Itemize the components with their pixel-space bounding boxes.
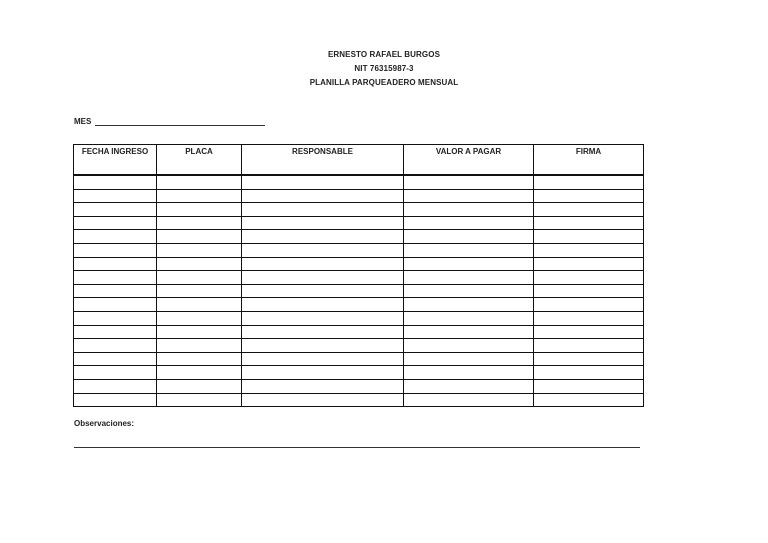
table-row xyxy=(74,298,644,312)
table-cell[interactable] xyxy=(157,311,242,325)
table-cell[interactable] xyxy=(74,230,157,244)
table-cell[interactable] xyxy=(74,393,157,407)
mes-label: MES xyxy=(74,117,92,126)
table-cell[interactable] xyxy=(74,339,157,353)
table-cell[interactable] xyxy=(534,175,644,189)
column-header: FIRMA xyxy=(534,145,644,176)
table-cell[interactable] xyxy=(157,366,242,380)
table-row xyxy=(74,257,644,271)
table-cell[interactable] xyxy=(157,257,242,271)
table-cell[interactable] xyxy=(242,311,404,325)
table-cell[interactable] xyxy=(534,284,644,298)
table-cell[interactable] xyxy=(157,284,242,298)
table-cell[interactable] xyxy=(242,284,404,298)
table-cell[interactable] xyxy=(534,298,644,312)
table-cell[interactable] xyxy=(74,203,157,217)
table-cell[interactable] xyxy=(534,203,644,217)
table-cell[interactable] xyxy=(157,189,242,203)
table-header-row xyxy=(74,145,644,176)
table-cell[interactable] xyxy=(534,230,644,244)
observaciones-blank-line xyxy=(74,447,640,448)
table-cell[interactable] xyxy=(74,243,157,257)
table-cell[interactable] xyxy=(157,325,242,339)
table-cell[interactable] xyxy=(74,284,157,298)
table-cell[interactable] xyxy=(404,352,534,366)
table-row xyxy=(74,271,644,285)
table-row xyxy=(74,189,644,203)
table-cell[interactable] xyxy=(74,175,157,189)
table-cell[interactable] xyxy=(534,311,644,325)
table-cell[interactable] xyxy=(534,271,644,285)
table-cell[interactable] xyxy=(404,216,534,230)
table-row xyxy=(74,175,644,189)
mes-field xyxy=(74,117,265,126)
form-title: PLANILLA PARQUEADERO MENSUAL xyxy=(309,78,459,87)
table-cell[interactable] xyxy=(404,175,534,189)
table-cell[interactable] xyxy=(404,325,534,339)
table-cell[interactable] xyxy=(404,379,534,393)
table-cell[interactable] xyxy=(242,325,404,339)
table-row xyxy=(74,216,644,230)
table-row xyxy=(74,393,644,407)
table-cell[interactable] xyxy=(534,325,644,339)
table-cell[interactable] xyxy=(157,393,242,407)
table-cell[interactable] xyxy=(242,230,404,244)
table-row xyxy=(74,379,644,393)
table-row xyxy=(74,325,644,339)
table-cell[interactable] xyxy=(157,203,242,217)
table-cell[interactable] xyxy=(157,175,242,189)
table-cell[interactable] xyxy=(157,216,242,230)
table-cell[interactable] xyxy=(242,271,404,285)
table-cell[interactable] xyxy=(242,339,404,353)
table-cell[interactable] xyxy=(534,216,644,230)
column-header: PLACA xyxy=(157,145,242,176)
table-cell[interactable] xyxy=(242,352,404,366)
table-cell[interactable] xyxy=(404,230,534,244)
table-body xyxy=(74,175,644,407)
table-cell[interactable] xyxy=(157,379,242,393)
table-row xyxy=(74,352,644,366)
table-cell[interactable] xyxy=(74,216,157,230)
table-cell[interactable] xyxy=(74,379,157,393)
table-row xyxy=(74,203,644,217)
table-cell[interactable] xyxy=(534,339,644,353)
table-cell[interactable] xyxy=(157,339,242,353)
column-header: RESPONSABLE xyxy=(242,145,404,176)
table-row xyxy=(74,311,644,325)
table-cell[interactable] xyxy=(242,257,404,271)
table-cell[interactable] xyxy=(74,311,157,325)
table-cell[interactable] xyxy=(534,393,644,407)
table-cell[interactable] xyxy=(404,393,534,407)
table-cell[interactable] xyxy=(242,175,404,189)
table-cell[interactable] xyxy=(534,243,644,257)
table-cell[interactable] xyxy=(404,203,534,217)
table-cell[interactable] xyxy=(74,366,157,380)
table-cell[interactable] xyxy=(534,379,644,393)
table-cell[interactable] xyxy=(74,352,157,366)
table-cell[interactable] xyxy=(242,203,404,217)
document-header xyxy=(0,48,768,90)
table-cell[interactable] xyxy=(534,189,644,203)
table-cell[interactable] xyxy=(404,271,534,285)
observaciones-label: Observaciones: xyxy=(74,419,135,428)
table-cell[interactable] xyxy=(534,352,644,366)
table-cell[interactable] xyxy=(404,284,534,298)
table-cell[interactable] xyxy=(74,189,157,203)
table-cell[interactable] xyxy=(404,311,534,325)
table-cell[interactable] xyxy=(74,325,157,339)
table-cell[interactable] xyxy=(157,271,242,285)
table-cell[interactable] xyxy=(242,298,404,312)
table-cell[interactable] xyxy=(157,298,242,312)
table-cell[interactable] xyxy=(404,257,534,271)
table-cell[interactable] xyxy=(242,366,404,380)
parking-log-table xyxy=(73,144,644,407)
table-cell[interactable] xyxy=(404,189,534,203)
table-cell[interactable] xyxy=(157,352,242,366)
table-cell[interactable] xyxy=(242,379,404,393)
table-cell[interactable] xyxy=(74,257,157,271)
table-cell[interactable] xyxy=(157,243,242,257)
table-cell[interactable] xyxy=(404,243,534,257)
table-cell[interactable] xyxy=(404,366,534,380)
nit-number: NIT 76315987-3 xyxy=(354,64,414,73)
table-cell[interactable] xyxy=(242,243,404,257)
table-cell[interactable] xyxy=(242,216,404,230)
table-cell[interactable] xyxy=(74,271,157,285)
table-cell[interactable] xyxy=(534,257,644,271)
owner-name: ERNESTO RAFAEL BURGOS xyxy=(327,50,441,59)
table-row xyxy=(74,284,644,298)
table-cell[interactable] xyxy=(74,298,157,312)
table-row xyxy=(74,230,644,244)
table-cell[interactable] xyxy=(157,230,242,244)
table-cell[interactable] xyxy=(404,298,534,312)
column-header: FECHA INGRESO xyxy=(74,145,157,176)
column-header: VALOR A PAGAR xyxy=(404,145,534,176)
table-cell[interactable] xyxy=(534,366,644,380)
table-cell[interactable] xyxy=(404,339,534,353)
table-cell[interactable] xyxy=(242,393,404,407)
mes-blank-line xyxy=(95,117,265,126)
table-row xyxy=(74,243,644,257)
table-row xyxy=(74,366,644,380)
table-cell[interactable] xyxy=(242,189,404,203)
table-row xyxy=(74,339,644,353)
